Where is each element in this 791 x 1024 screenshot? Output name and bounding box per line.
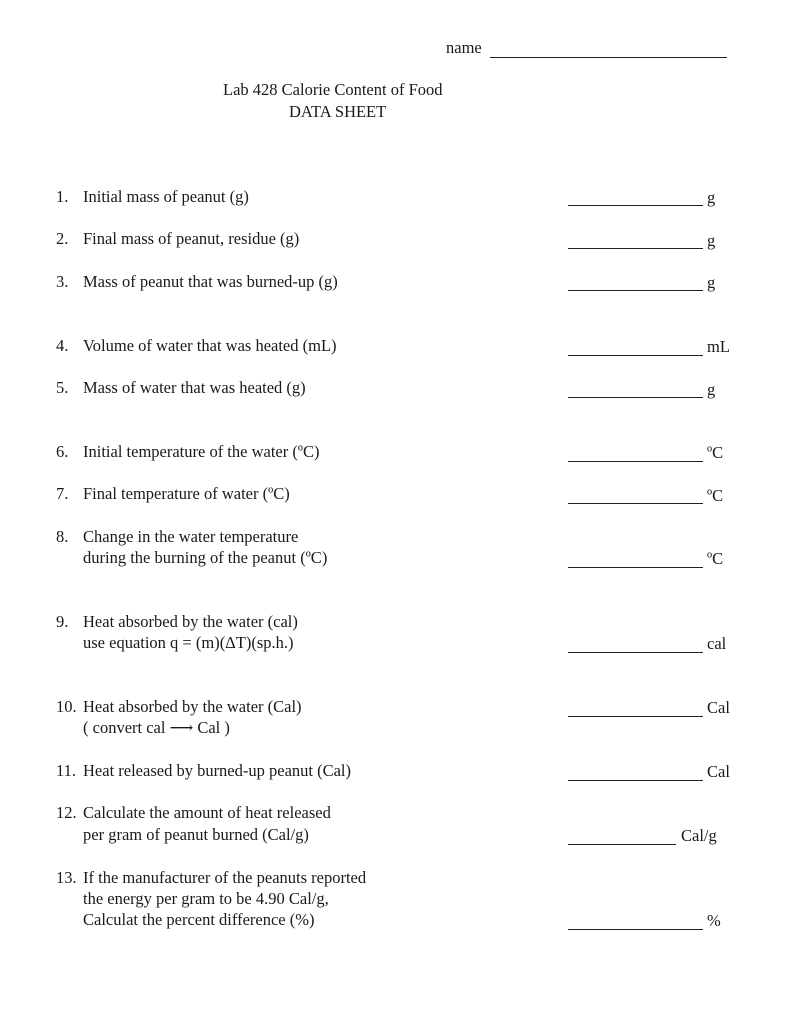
answer-unit: Cal/g: [681, 826, 717, 845]
answer-blank[interactable]: [568, 461, 703, 462]
question-text: Volume of water that was heated (mL): [83, 336, 337, 355]
question-text-line-1: Heat absorbed by the water (cal): [83, 612, 298, 631]
name-field[interactable]: [490, 57, 727, 58]
question-text: Mass of water that was heated (g): [83, 378, 306, 397]
answer-unit: cal: [707, 634, 727, 653]
answer-blank[interactable]: [568, 355, 703, 356]
question-number: 6.: [56, 442, 69, 461]
page-subtitle: DATA SHEET: [289, 102, 387, 121]
question-text-line-2: per gram of peanut burned (Cal/g): [83, 825, 309, 844]
question-text-line-1: Calculate the amount of heat released: [83, 803, 331, 822]
answer-unit: Cal: [707, 698, 730, 717]
answer-unit: g: [707, 188, 716, 207]
answer-unit: ºC: [707, 486, 724, 505]
question-text: Mass of peanut that was burned-up (g): [83, 272, 338, 291]
question-number: 7.: [56, 484, 69, 503]
answer-unit: g: [707, 231, 716, 250]
answer-blank[interactable]: [568, 290, 703, 291]
name-label: name: [446, 38, 482, 57]
question-text: Heat released by burned-up peanut (Cal): [83, 761, 352, 780]
question-number: 9.: [56, 612, 69, 631]
answer-blank[interactable]: [568, 780, 703, 781]
answer-unit: %: [707, 911, 721, 930]
question-text-line-2: ( convert cal ⟶ Cal ): [83, 718, 230, 737]
question-text: Final temperature of water (ºC): [83, 484, 290, 503]
answer-blank[interactable]: [568, 844, 676, 845]
answer-unit: Cal: [707, 762, 730, 781]
question-text-line-1: Heat absorbed by the water (Cal): [83, 697, 302, 716]
question-number: 2.: [56, 229, 69, 248]
answer-unit: g: [707, 380, 716, 399]
answer-blank[interactable]: [568, 567, 703, 568]
answer-blank[interactable]: [568, 397, 703, 398]
question-text-line-2: use equation q = (m)(ΔT)(sp.h.): [83, 633, 294, 652]
question-text-line-2: the energy per gram to be 4.90 Cal/g,: [83, 889, 329, 908]
page-title: Lab 428 Calorie Content of Food: [223, 80, 443, 99]
question-number: 4.: [56, 336, 69, 355]
question-number: 3.: [56, 272, 69, 291]
question-text-line-1: Change in the water temperature: [83, 527, 299, 546]
answer-unit: ºC: [707, 443, 724, 462]
question-text: Initial temperature of the water (ºC): [83, 442, 320, 461]
answer-blank[interactable]: [568, 652, 703, 653]
answer-unit: g: [707, 273, 716, 292]
answer-blank[interactable]: [568, 503, 703, 504]
answer-blank[interactable]: [568, 929, 703, 930]
question-text: Initial mass of peanut (g): [83, 187, 249, 206]
question-text-line-2: during the burning of the peanut (ºC): [83, 548, 328, 567]
question-number: 10.: [56, 697, 77, 716]
question-number: 1.: [56, 187, 69, 206]
question-text-line-3: Calculat the percent difference (%): [83, 910, 315, 929]
question-text-line-1: If the manufacturer of the peanuts reported: [83, 868, 367, 887]
answer-blank[interactable]: [568, 205, 703, 206]
question-number: 13.: [56, 868, 77, 887]
answer-unit: ºC: [707, 549, 724, 568]
question-number: 12.: [56, 803, 77, 822]
answer-unit: mL: [707, 337, 730, 356]
answer-blank[interactable]: [568, 248, 703, 249]
question-number: 8.: [56, 527, 69, 546]
question-text: Final mass of peanut, residue (g): [83, 229, 300, 248]
question-number: 11.: [56, 761, 77, 780]
question-number: 5.: [56, 378, 69, 397]
answer-blank[interactable]: [568, 716, 703, 717]
